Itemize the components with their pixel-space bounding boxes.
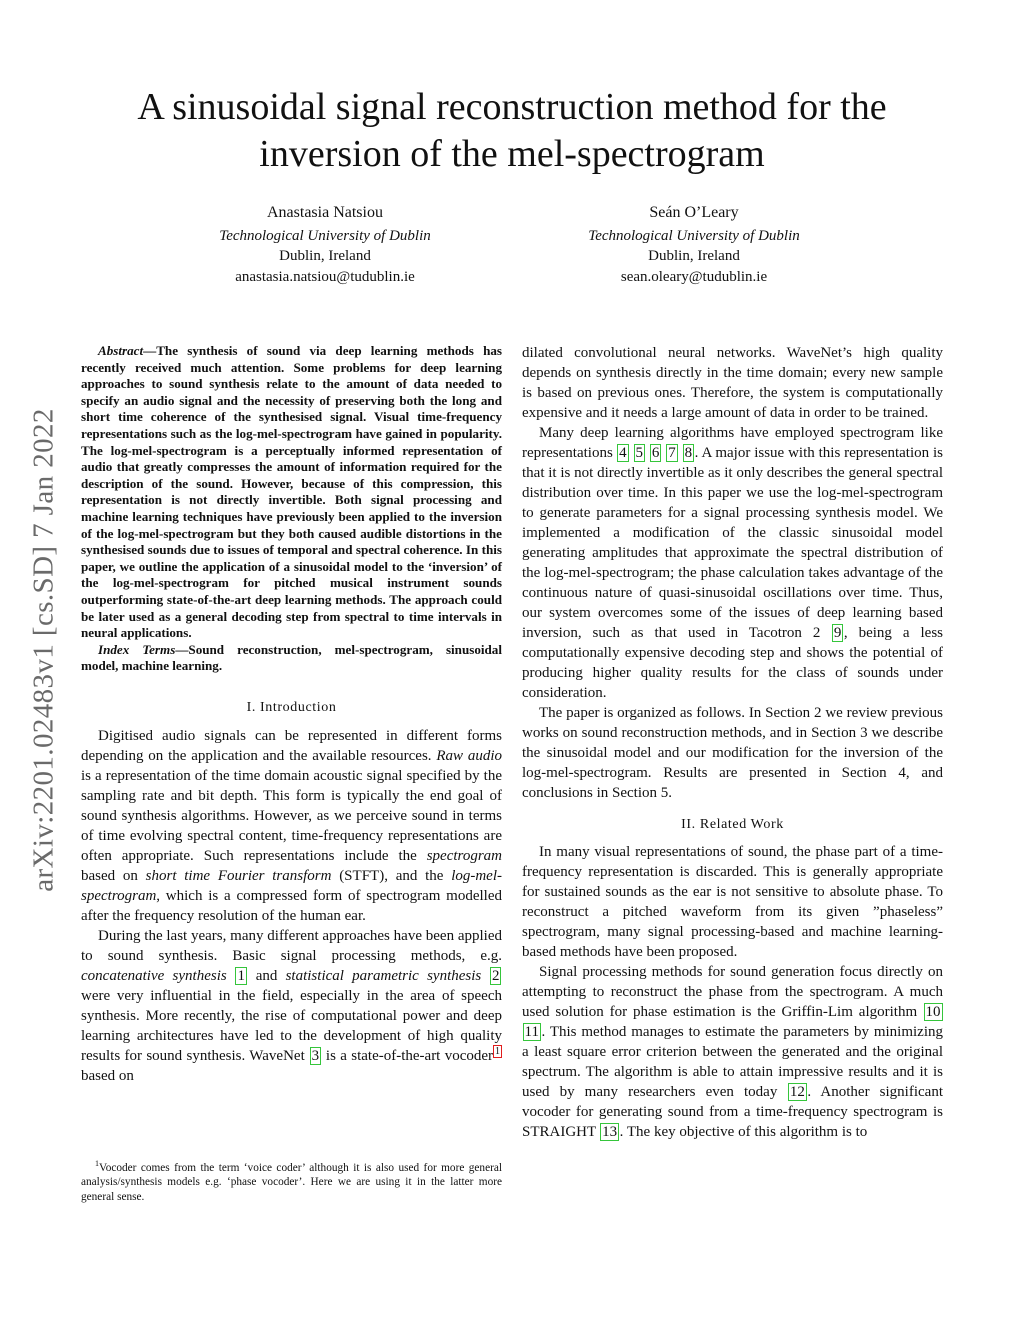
- citation-link[interactable]: 1: [237, 967, 245, 984]
- author-location: Dublin, Ireland: [279, 248, 371, 264]
- text-run: , being a less computationally expensive decoding step and shows the potential of producing higher quality results for the class of sounds under consideration.: [522, 625, 943, 701]
- title-line-1: A sinusoidal signal reconstruction method for the: [137, 86, 887, 128]
- text-run: During the last years, many different approaches have been applied to sound synthesis. Basic signal processing methods, e.g.: [81, 927, 502, 964]
- text-run: Digitised audio signals can be represented in different forms depending on the application and the available resources.: [81, 727, 502, 764]
- footnote-text: [81, 1157, 502, 1204]
- section-heading-introduction: I. Introduction: [246, 699, 337, 715]
- footnote: [81, 1157, 502, 1204]
- left-column: [81, 343, 502, 1086]
- text-run: Signal processing methods for sound generation focus directly on attempting to reconstruct the phase from the spectrogram. A much used solution for phase estimation is the Griffin-Lim algorithm: [522, 964, 943, 1020]
- index-terms-label: Index Terms: [98, 641, 176, 657]
- author-name: Anastasia Natsiou: [267, 204, 383, 221]
- footnote-body: Vocoder comes from the term ‘voice coder’ although it is also used for more general analysis/synthesis models e.g. ‘phase vocoder’. Here we are using it in the latter more general sense.: [81, 1161, 502, 1203]
- citation-link[interactable]: 3: [311, 1047, 320, 1064]
- footnote-mark: 1: [95, 1159, 99, 1168]
- citation-link[interactable]: 12: [789, 1084, 805, 1100]
- citation-link[interactable]: 10: [925, 1004, 941, 1020]
- abstract-text: —The synthesis of sound via deep learning methods has recently received much attention. Some problems for deep learning approaches to sound synthesis relate to the amount of data needed to specify an audio signal and the necessity of preserving both the long and short time coherence of the synthesised signal. Visual time-frequency representations such as the log-mel-spectrogram have gained in popularity. The log-mel-spectrogram is a perceptually informed representation of audio that greatly compresses the amount of information required for the description of the sound. However, because of this compression, this representation is not directly invertible. Both signal processing and machine learning techniques have previously been applied to the inversion of the log-mel-spectrogram but they both caused audible distortions in the synthesised sounds due to issues of temporal and spectral coherence. In this paper, we outline the application of a sinusoidal model to the ‘inversion’ of the log-mel-spectrogram for pitched musical instrument sounds outperforming state-of-the-art deep learning methods. The approach could be later used as a general decoding step from spectral to time intervals in neural applications.: [81, 343, 502, 641]
- footnote-link[interactable]: 1: [495, 1045, 500, 1057]
- author-email[interactable]: sean.oleary@tudublin.ie: [620, 268, 768, 285]
- citation-link[interactable]: 4: [619, 445, 627, 461]
- emphasis: short time Fourier transform: [145, 867, 332, 884]
- related-paragraph-1: In many visual representations of sound, the phase part of a time-frequency representation is discarded. This is generally appropriate for sustained sounds as the ear is not sensitive to absolute phase. To reconstruct a pitched waveform from its given ”phaseless” spectrogram, many signal processing-based and machine learning-based methods have been proposed.: [522, 844, 943, 960]
- intro-paragraph-1: [81, 726, 502, 926]
- text-run: (STFT), and the: [331, 867, 452, 884]
- related-paragraph-2: [522, 962, 943, 1142]
- abstract-paragraph: [81, 343, 502, 642]
- right-column: [522, 343, 943, 1142]
- text-run: is a state-of-the-art vocoder: [321, 1047, 493, 1064]
- text-run: Many deep learning algorithms have employed spectrogram like representations: [522, 425, 943, 461]
- paper-title: [60, 84, 964, 178]
- citation-link[interactable]: 5: [635, 445, 644, 461]
- emphasis: log-mel-spectrogram: [81, 867, 503, 904]
- text-run: . The key objective of this algorithm is to: [619, 1124, 868, 1140]
- intro-paragraph-5: The paper is organized as follows. In Section 2 we review previous works on sound reconstruction methods, and in Section 3 we describe the sinusoidal model and our modification for the inversion of the log-mel-spectrogram. Results are presented in Section 4, and conclusions in Section 5.: [522, 705, 943, 801]
- text-run: . Another significant vocoder for generating sound from a time-frequency spectrogram is STRAIGHT: [522, 1084, 943, 1140]
- text-run: were very influential in the field, especially in the area of speech synthesis. More recently, the rise of computational power and deep learning architectures have led to the development of high quality results for sound synthesis. WaveNet: [81, 987, 502, 1064]
- intro-paragraph-4: [522, 423, 943, 703]
- text-run: . This method manages to estimate the parameters by minimizing a least square error criterion between the generated and the original spectrum. The algorithm is able to attain impressive results and it is used by many researchers even today: [522, 1024, 943, 1100]
- section-heading-related-work: II. Related Work: [681, 817, 784, 832]
- citation-link[interactable]: 6: [651, 445, 660, 461]
- author-block-2: [524, 203, 864, 287]
- emphasis: concatenative synthesis: [81, 967, 227, 984]
- emphasis: statistical parametric synthesis: [285, 967, 482, 984]
- index-terms: [81, 642, 502, 675]
- author-email[interactable]: anastasia.natsiou@tudublin.ie: [235, 268, 415, 285]
- author-location: Dublin, Ireland: [648, 248, 740, 264]
- citation-link[interactable]: 7: [668, 445, 676, 461]
- title-line-2: inversion of the mel-spectrogram: [259, 133, 765, 175]
- arxiv-identifier[interactable]: arXiv:2201.02483v1 [cs.SD] 7 Jan 2022: [27, 408, 60, 892]
- index-terms-text: —Sound reconstruction, mel-spectrogram, sinusoidal model, machine learning.: [81, 641, 502, 674]
- citation-link[interactable]: 2: [491, 967, 500, 984]
- emphasis: Raw audio: [436, 747, 502, 764]
- citation-link[interactable]: 8: [684, 445, 693, 461]
- abstract-label: Abstract: [98, 343, 144, 358]
- text-run: . A major issue with this representation is that it is not directly invertible as it only describes the general spectral distribution over time. In this paper we use the log-mel-spectrogram to generate parameters for a signal processing synthesis model. We implemented a modification of the classic sinusoidal model generating amplitudes that approximate the spectral distribution of the log-mel-spectrogram; the phase calculation takes advantage of the continuous nature of quasi-sinusoidal oscillations over time. Thus, our system overcomes some of the issues of deep learning based inversion, such as that used in Tacotron 2: [522, 445, 943, 641]
- intro-paragraph-3: dilated convolutional neural networks. WaveNet’s high quality depends on synthesis directly in the time domain; every new sample is based on previous ones. Therefore, the system is computationally expensive and it needs a large amount of data in order to be trained.: [522, 345, 943, 421]
- text-run: is a representation of the time domain acoustic signal specified by the sampling rate and bit depth. This form is typically the end goal of sound synthesis algorithms. However, as we perceive sound in terms of time evolving spectral content, time-frequency representations are often appropriate. Such representations include the: [81, 767, 502, 864]
- author-name: Seán O’Leary: [649, 204, 739, 221]
- author-affiliation: Technological University of Dublin: [219, 227, 431, 244]
- arxiv-sidebar: [24, 370, 64, 930]
- intro-paragraph-2: [81, 926, 502, 1086]
- text-run: , which is a compressed form of spectrogram modelled after the frequency resolution of the human ear.: [81, 887, 502, 924]
- text-run: and: [247, 967, 286, 984]
- text-run: based on: [81, 1067, 134, 1084]
- emphasis: spectrogram: [426, 847, 502, 864]
- citation-link[interactable]: 11: [524, 1024, 539, 1040]
- author-affiliation: Technological University of Dublin: [588, 227, 800, 244]
- citation-link[interactable]: 13: [602, 1124, 618, 1140]
- citation-link[interactable]: 9: [833, 625, 842, 641]
- text-run: based on: [81, 867, 146, 884]
- abstract: [81, 343, 502, 675]
- author-block-1: [155, 203, 495, 287]
